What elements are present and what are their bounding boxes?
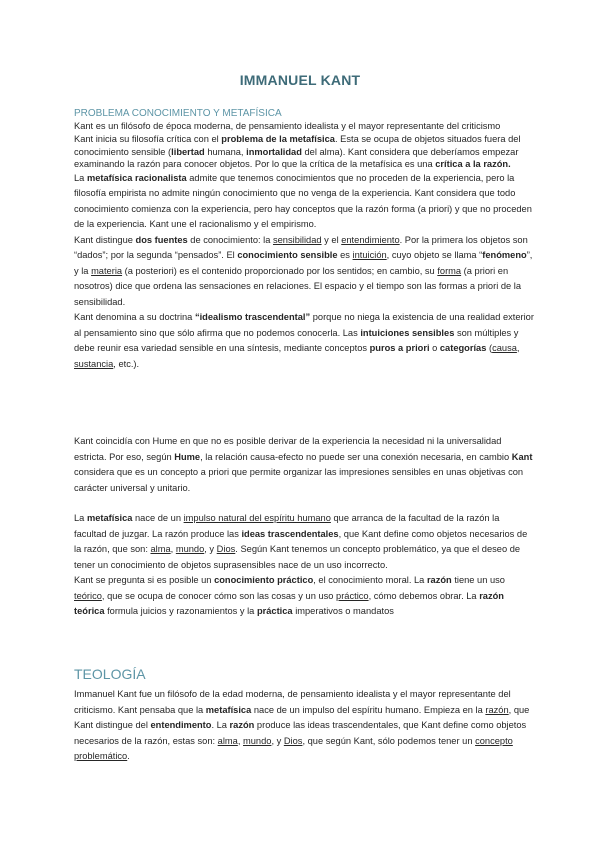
section-metafisica <box>74 511 534 620</box>
paragraph: Kant denomina a su doctrina “idealismo trascendental” porque no niega la existencia de una realidad exterior al pensamiento sino que sólo afirma que no podemos conocerla. Las intuiciones sensibles son múltiples y debe reunir esa variedad sensible en una síntesis, mediante conceptos puros a priori o categorías (causa, sustancia, etc.). <box>74 312 534 369</box>
section-heading: PROBLEMA CONOCIMIENTO Y METAFÍSICA <box>74 108 282 119</box>
paragraph: Immanuel Kant fue un filósofo de la edad moderna, de pensamiento idealista y el mayor representante del criticismo. Kant pensaba que la metafísica nace de un impulso del espíritu humano. Empieza en la razón, que Kant distingue del entendimento. La razón produce las ideas trascendentales, que Kant define como objetos necesarios de la razón, estas son: alma, mundo, y Dios, que según Kant, sólo podemos tener un concepto problemático. <box>74 689 530 761</box>
paragraph: Kant es un filósofo de época moderna, de pensamiento idealista y el mayor representante del criticismo <box>74 121 501 131</box>
paragraph: Kant se pregunta si es posible un conocimiento práctico, el conocimiento moral. La razón tiene un uso teórico, que se ocupa de conocer cómo son las cosas y un uso práctico, cómo debemos obrar. La razón teórica formula juicios y razonamientos y la práctica imperativos o mandatos <box>74 575 505 616</box>
paragraph: La metafísica racionalista admite que tenemos conocimientos que no proceden de la experiencia, pero la filosofía empirista no admite ningún conocimiento que no venga de la experiencia. Kant considera que todo conocimiento comienza con la experiencia, pero hay conceptos que la razón forma (a priori) y que no proceden de la experiencia. Kant une el racionalismo y el empirismo. <box>74 172 532 229</box>
document-title: IMMANUEL KANT <box>239 72 361 88</box>
paragraph: Kant inicia su filosofía crítica con el problema de la metafísica. Esta se ocupa de objetos situados fuera del conocimiento sensible (libertad humana, inmortalidad del alma). Kant considera que deberíamos empezar examinando la razón para conocer objetos. Por lo que la crítica de la metafísica es una crítica a la razón. <box>74 134 521 169</box>
paragraph: Kant coincidía con Hume en que no es posible derivar de la experiencia la necesidad ni la universalidad estricta. Por eso, según Hume, la relación causa-efecto no puede ser una conexión necesaria, en cambio Kant considera que es un concepto a priori que permite organizar las impresiones sensibles en unas objetivas con carácter universal y unitario. <box>74 436 533 493</box>
section-hume <box>74 434 534 496</box>
section-conocimiento <box>74 107 534 372</box>
section-teologia <box>74 665 534 765</box>
section-heading: TEOLOGÍA <box>74 666 146 682</box>
paragraph: Kant distingue dos fuentes de conocimiento: la sensibilidad y el entendimiento. Por la primera los objetos son “dados”; por la segunda “pensados”. El conocimiento sensible es intuición, cuyo objeto se llama “fenómeno”, y la materia (a posteriori) es el contenido proporcionado por los sentidos; en cambio, su forma (a priori en nosotros) dice que ordena las sensaciones en relaciones. El espacio y el tiempo son las formas a priori de la sensibilidad. <box>74 234 533 307</box>
paragraph: La metafísica nace de un impulso natural del espíritu humano que arranca de la facultad de la razón la facultad de juzgar. La razón produce las ideas trascendentales, que Kant define como objetos necesarios de la razón, que son: alma, mundo, y Dios. Según Kant tenemos un concepto problemático, ya que el deseo de tener un conocimiento de objetos suprasensibles nace de un uso incorrecto. <box>74 513 528 570</box>
